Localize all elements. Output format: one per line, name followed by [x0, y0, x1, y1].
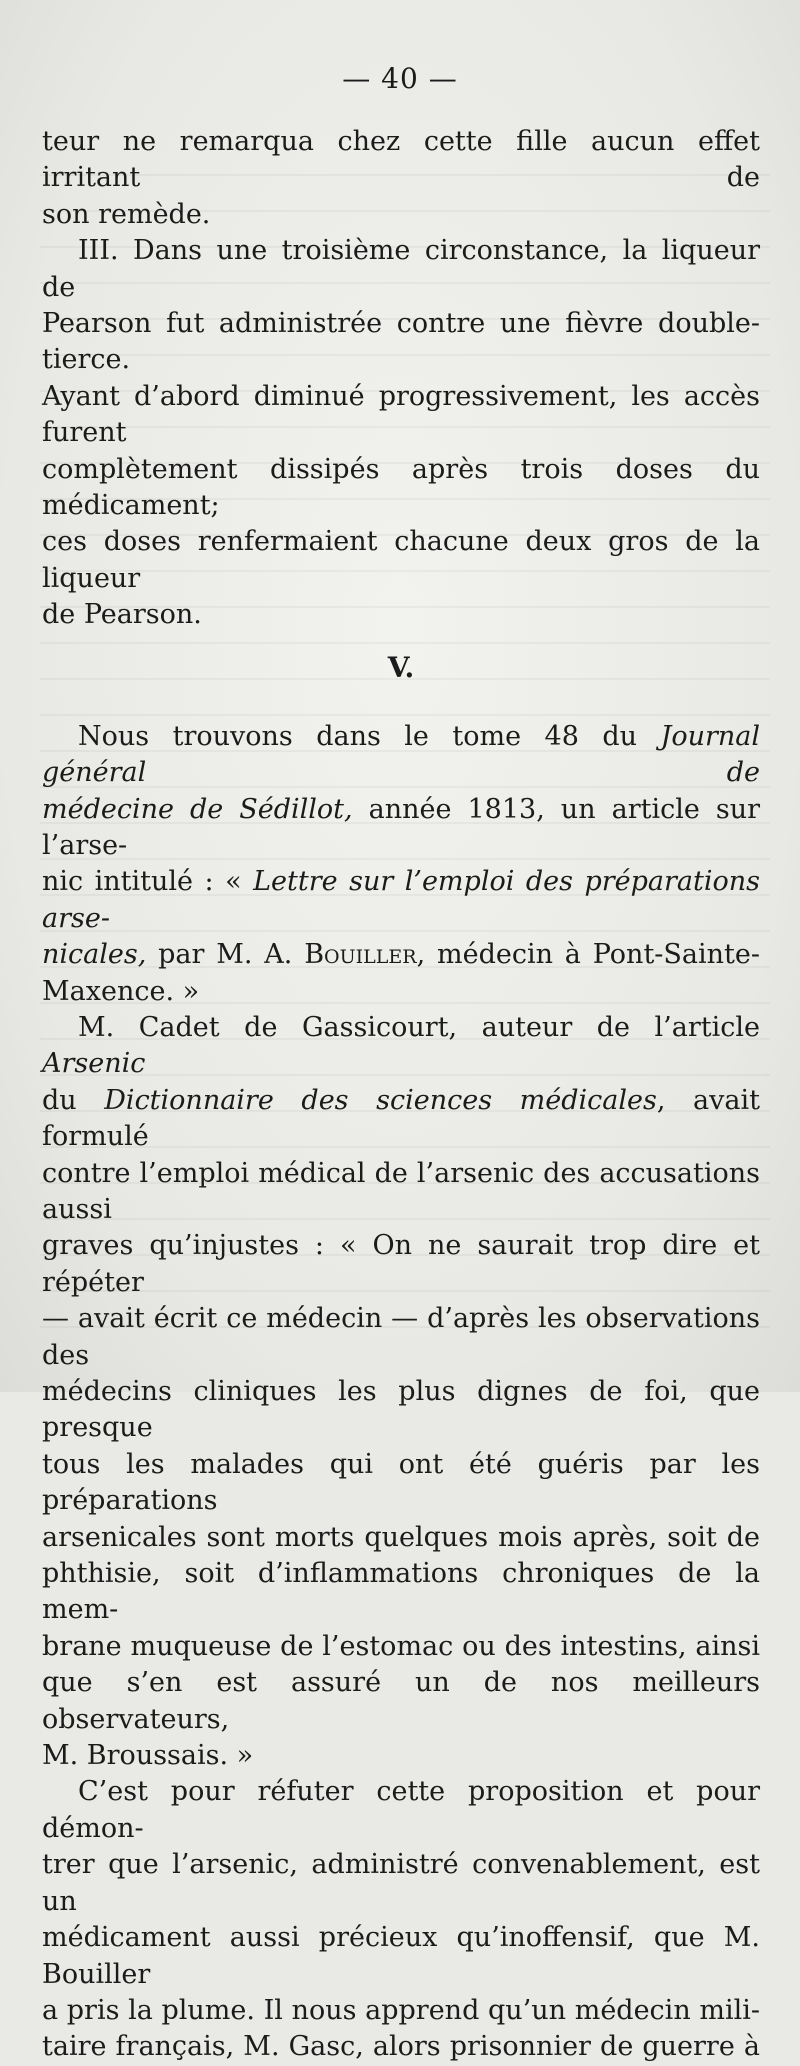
- text-line: médecins cliniques les plus dignes de foi, que presque: [42, 1376, 760, 1444]
- text-line: phthisie, soit d’inflammations chroniques de la mem-: [42, 1558, 760, 1626]
- text-span: nic intitulé : «: [42, 866, 254, 898]
- italic-title: Lettre sur l’emploi des préparations arse-: [42, 866, 760, 934]
- text-line: — avait écrit ce médecin — d’après les observations des: [42, 1303, 760, 1371]
- text-line: tous les malades qui ont été guéris par les préparations: [42, 1448, 760, 1517]
- text-span: du: [42, 1084, 105, 1116]
- text-line: M. Broussais. »: [42, 1740, 254, 1772]
- text-line: son remède.: [42, 198, 211, 230]
- italic-title: Arsenic: [42, 1048, 146, 1080]
- text-line: [42, 1083, 760, 1156]
- text-line: [42, 937, 760, 973]
- italic-title: nicales,: [42, 939, 147, 971]
- text-line: Ayant d’abord diminué progressivement, les accès furent: [42, 380, 760, 449]
- paragraph-4: [42, 1010, 760, 1775]
- text-span: , avait formulé: [42, 1084, 760, 1153]
- page-body: [42, 124, 760, 2066]
- text-line: [42, 719, 760, 792]
- section-heading: V.: [387, 650, 415, 684]
- italic-title: Dictionnaire des sciences médicales: [104, 1084, 657, 1116]
- text-line: III. Dans une troisième circonstance, la liqueur de: [42, 235, 760, 303]
- text-line: a pris la plume. Il nous apprend qu’un médecin mili-: [42, 1994, 760, 2026]
- paragraph-1: [42, 124, 760, 233]
- paragraph-3: [42, 719, 760, 1010]
- paragraph-5: [42, 1774, 760, 2065]
- text-line: Maxence. »: [42, 975, 200, 1007]
- text-line: arsenicales sont morts quelques mois après, soit de: [42, 1521, 760, 1553]
- text-line: [42, 1010, 760, 1083]
- text-line: [42, 792, 760, 865]
- paragraph-2: [42, 233, 760, 633]
- text-line: C’est pour réfuter cette proposition et pour démon-: [42, 1776, 760, 1844]
- text-span: M. Cadet de Gassicourt, auteur de l’article: [78, 1011, 760, 1043]
- text-span: par M. A.: [146, 939, 305, 971]
- text-line: trer que l’arsenic, administré convenablement, est un: [42, 1849, 760, 1917]
- text-line: que s’en est assuré un de nos meilleurs observateurs,: [42, 1667, 760, 1735]
- text-line: [42, 864, 760, 937]
- page-number: — 40 —: [342, 62, 458, 95]
- text-span: , médecin à Pont-Sainte-: [416, 939, 760, 971]
- text-line: contre l’emploi médical de l’arsenic des accusations aussi: [42, 1157, 760, 1225]
- text-line: brane muqueuse de l’estomac ou des intestins, ainsi: [42, 1630, 760, 1662]
- text-line: teur ne remarqua chez cette fille aucun effet irritant de: [42, 126, 760, 194]
- text-line: graves qu’injustes : « On ne saurait trop dire et répéter: [42, 1230, 760, 1298]
- text-line: ces doses renfermaient chacune deux gros de la liqueur: [42, 526, 760, 594]
- author-name: Bouiller: [304, 939, 417, 971]
- italic-title: médecine de Sédillot,: [42, 793, 353, 825]
- text-line: médicament aussi précieux qu’inoffensif, que M. Bouiller: [42, 1922, 760, 1990]
- text-line: taire français, M. Gasc, alors prisonnier de guerre à: [42, 2031, 760, 2063]
- text-line: de Pearson.: [42, 599, 202, 631]
- text-span: année 1813, un article sur l’arse-: [42, 793, 760, 861]
- text-line: complètement dissipés après trois doses du médicament;: [42, 453, 760, 522]
- italic-title: Journal général de: [42, 720, 760, 789]
- text-line: Pearson fut administrée contre une fièvre double-tierce.: [42, 308, 760, 376]
- text-span: Nous trouvons dans le tome 48 du: [78, 720, 661, 752]
